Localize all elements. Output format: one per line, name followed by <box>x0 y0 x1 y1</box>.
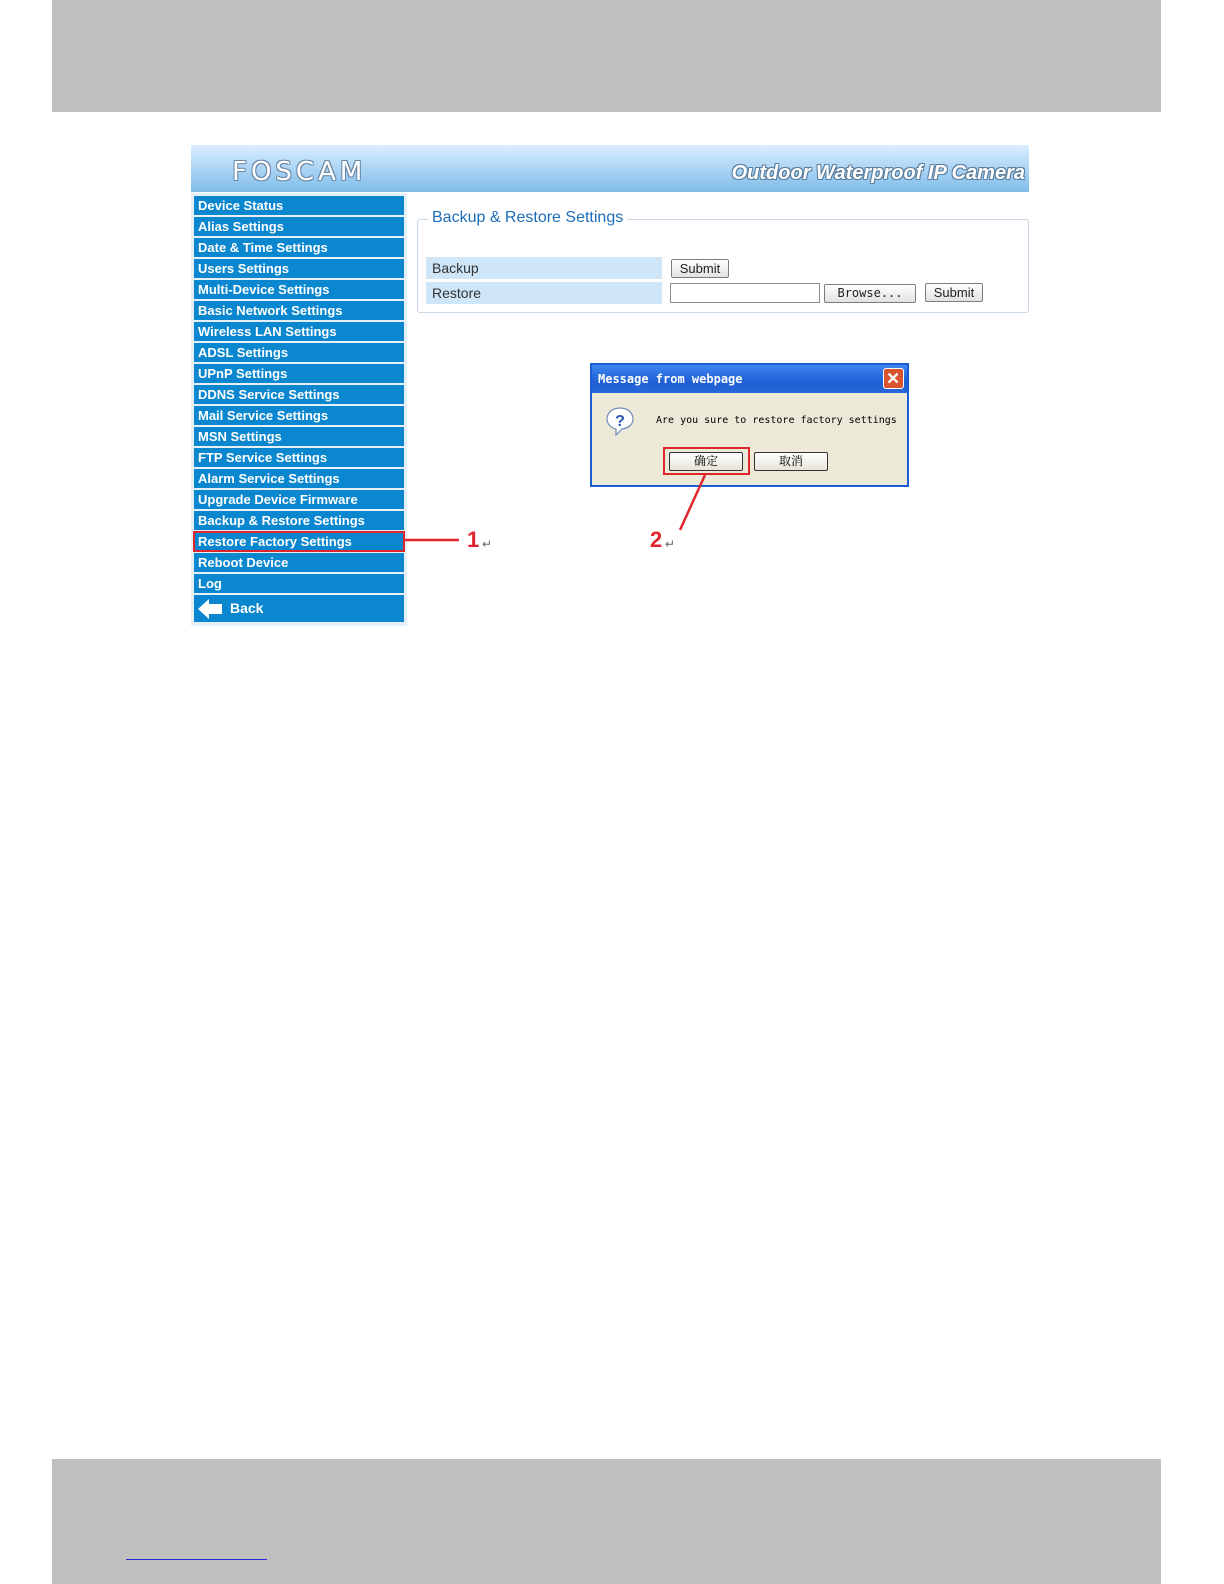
sidebar-item-basic-network-settings[interactable]: Basic Network Settings <box>194 301 404 320</box>
sidebar-item-date-time-settings[interactable]: Date & Time Settings <box>194 238 404 257</box>
annotation-step-1: 1 <box>467 527 480 552</box>
sidebar-item-alarm-service-settings[interactable]: Alarm Service Settings <box>194 469 404 488</box>
sidebar-item-log[interactable]: Log <box>194 574 404 593</box>
sidebar-item-upgrade-device-firmware[interactable]: Upgrade Device Firmware <box>194 490 404 509</box>
restore-label: Restore <box>426 282 662 304</box>
annotation-step-2: 2 <box>650 527 663 552</box>
ok-button[interactable]: 确定 <box>669 452 743 471</box>
sidebar-item-adsl-settings[interactable]: ADSL Settings <box>194 343 404 362</box>
cancel-button[interactable]: 取消 <box>754 452 828 471</box>
foscam-logo: FOSCAM <box>232 157 367 187</box>
dialog-title: Message from webpage <box>598 372 743 386</box>
sidebar-item-backup-restore-settings[interactable]: Backup & Restore Settings <box>194 511 404 530</box>
camera-web-ui <box>191 145 1029 626</box>
return-mark-2: ↵ <box>665 537 676 551</box>
sidebar-item-device-status[interactable]: Device Status <box>194 196 404 215</box>
footer-link[interactable] <box>126 1546 267 1560</box>
sidebar-item-mail-service-settings[interactable]: Mail Service Settings <box>194 406 404 425</box>
annotation-overlay <box>191 145 1029 626</box>
sidebar-item-multi-device-settings[interactable]: Multi-Device Settings <box>194 280 404 299</box>
return-mark-1: ↵ <box>482 537 493 551</box>
sidebar-item-wireless-lan-settings[interactable]: Wireless LAN Settings <box>194 322 404 341</box>
sidebar-item-msn-settings[interactable]: MSN Settings <box>194 427 404 446</box>
sidebar-item-reboot-device[interactable]: Reboot Device <box>194 553 404 572</box>
sidebar-item-users-settings[interactable]: Users Settings <box>194 259 404 278</box>
page-header-band <box>52 0 1161 112</box>
annotation-line-2 <box>680 475 705 530</box>
sidebar-item-ddns-service-settings[interactable]: DDNS Service Settings <box>194 385 404 404</box>
product-tagline: Outdoor Waterproof IP Camera <box>731 162 1025 184</box>
sidebar-item-alias-settings[interactable]: Alias Settings <box>194 217 404 236</box>
sidebar-item-upnp-settings[interactable]: UPnP Settings <box>194 364 404 383</box>
sidebar-item-ftp-service-settings[interactable]: FTP Service Settings <box>194 448 404 467</box>
back-label: Back <box>230 600 264 616</box>
backup-label: Backup <box>426 257 662 279</box>
panel-title: Backup & Restore Settings <box>428 209 627 227</box>
dialog-message: Are you sure to restore factory settings <box>656 415 897 426</box>
browse-button[interactable]: Browse... <box>824 284 916 303</box>
backup-submit-button[interactable]: Submit <box>671 259 729 278</box>
restore-submit-button[interactable]: Submit <box>925 283 983 302</box>
sidebar-item-restore-factory-settings[interactable]: Restore Factory Settings <box>194 532 404 551</box>
svg-text:?: ? <box>615 413 625 430</box>
page-footer-band <box>52 1459 1161 1584</box>
